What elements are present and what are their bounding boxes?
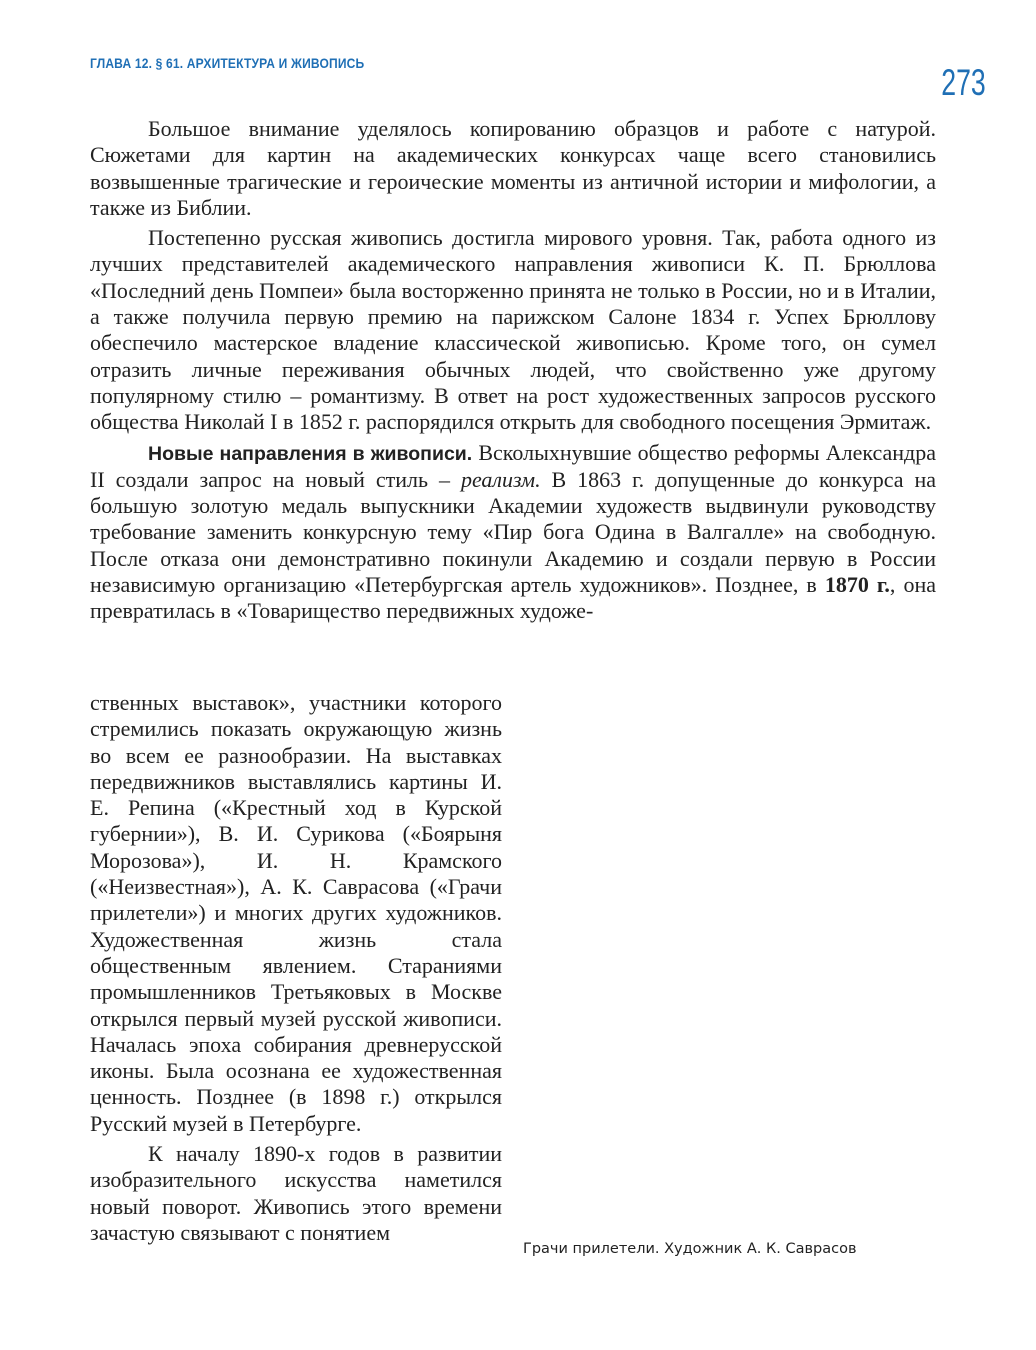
paragraph-new-directions <box>90 440 936 625</box>
paragraph-1890s: К началу 1890-х годов в развитии изобразительного искусства наметился новый поворот. Живопись этого времени зачастую связывают с понятием <box>90 1141 502 1245</box>
paragraph-bryullov: Постепенно русская живопись достигла мирового уровня. Так, работа одного из лучших представителей академического направления живописи К. П. Брюллова «Последний день Помпеи» была восторженно принята не только в России, но и в Италии, а также получила первую премию на парижском Салоне 1834 г. Успех Брюллову обеспечило мастерское владение классической живописью. Кроме того, он сумел отразить личные переживания обычных людей, что свойственно уже другому популярному стилю – романтизму. В ответ на рост художественных запросов русского общества Николай I в 1852 г. распорядился открыть для свободного посещения Эрмитаж. <box>90 225 936 435</box>
page-number: 273 <box>941 62 986 103</box>
paragraph-copying: Большое внимание уделялось копированию образцов и работе с натурой. Сюжетами для картин на академических конкурсах чаще всего становились возвышенные трагические и героические моменты из античной истории и мифологии, а также из Библии. <box>90 116 936 220</box>
italic-term: реализм. <box>460 466 541 492</box>
paragraph-text: В 1863 г. допущенные до конкурса на большую золотую медаль выпускники Академии художеств выдвинули руководству требование заменить конкурсную тему «Пир бога Одина в Валгалле» на свободную. После отказа они демонстративно покинули Академию и создали первую в России независимую организацию «Петербургская артель художников». Позднее, в <box>90 466 936 598</box>
paragraph-text: Всколыхнувшие общество реформы Александра II создали запрос на новый стиль – <box>90 439 937 492</box>
figure-caption: Грачи прилетели. Художник А. К. Саврасов <box>523 1241 857 1257</box>
section-lead-heading: Новые направления в живописи. <box>148 442 473 465</box>
paragraph-peredvizhniki: ственных выставок», участники которого стремились показать окружающую жизнь во всем ее разнообразии. На выставках передвижников выставлялись картины И. Е. Репина («Крестный ход в Курской губернии»), В. И. Сурикова («Боярыня Морозова»), И. Н. Крамского («Неизвестная»), А. К. Саврасова («Грачи прилетели») и многих других художников. Художественная жизнь стала общественным явлением. Стараниями промышленников Третьяковых в Москве открылся первый музей русской живописи. Началась эпоха собирания древнерусской иконы. Была осознана ее художественная ценность. Позднее (в 1898 г.) открылся Русский музей в Петербурге. <box>90 690 502 1136</box>
bold-date: 1870 г. <box>824 572 890 598</box>
running-head: ГЛАВА 12. § 61. АРХИТЕКТУРА И ЖИВОПИСЬ <box>90 55 365 71</box>
paragraph-text: , она превратилась в «Товарищество передвижных художе- <box>90 572 937 624</box>
body-text-full-width <box>90 116 936 629</box>
body-text-narrow-column <box>90 690 502 1250</box>
